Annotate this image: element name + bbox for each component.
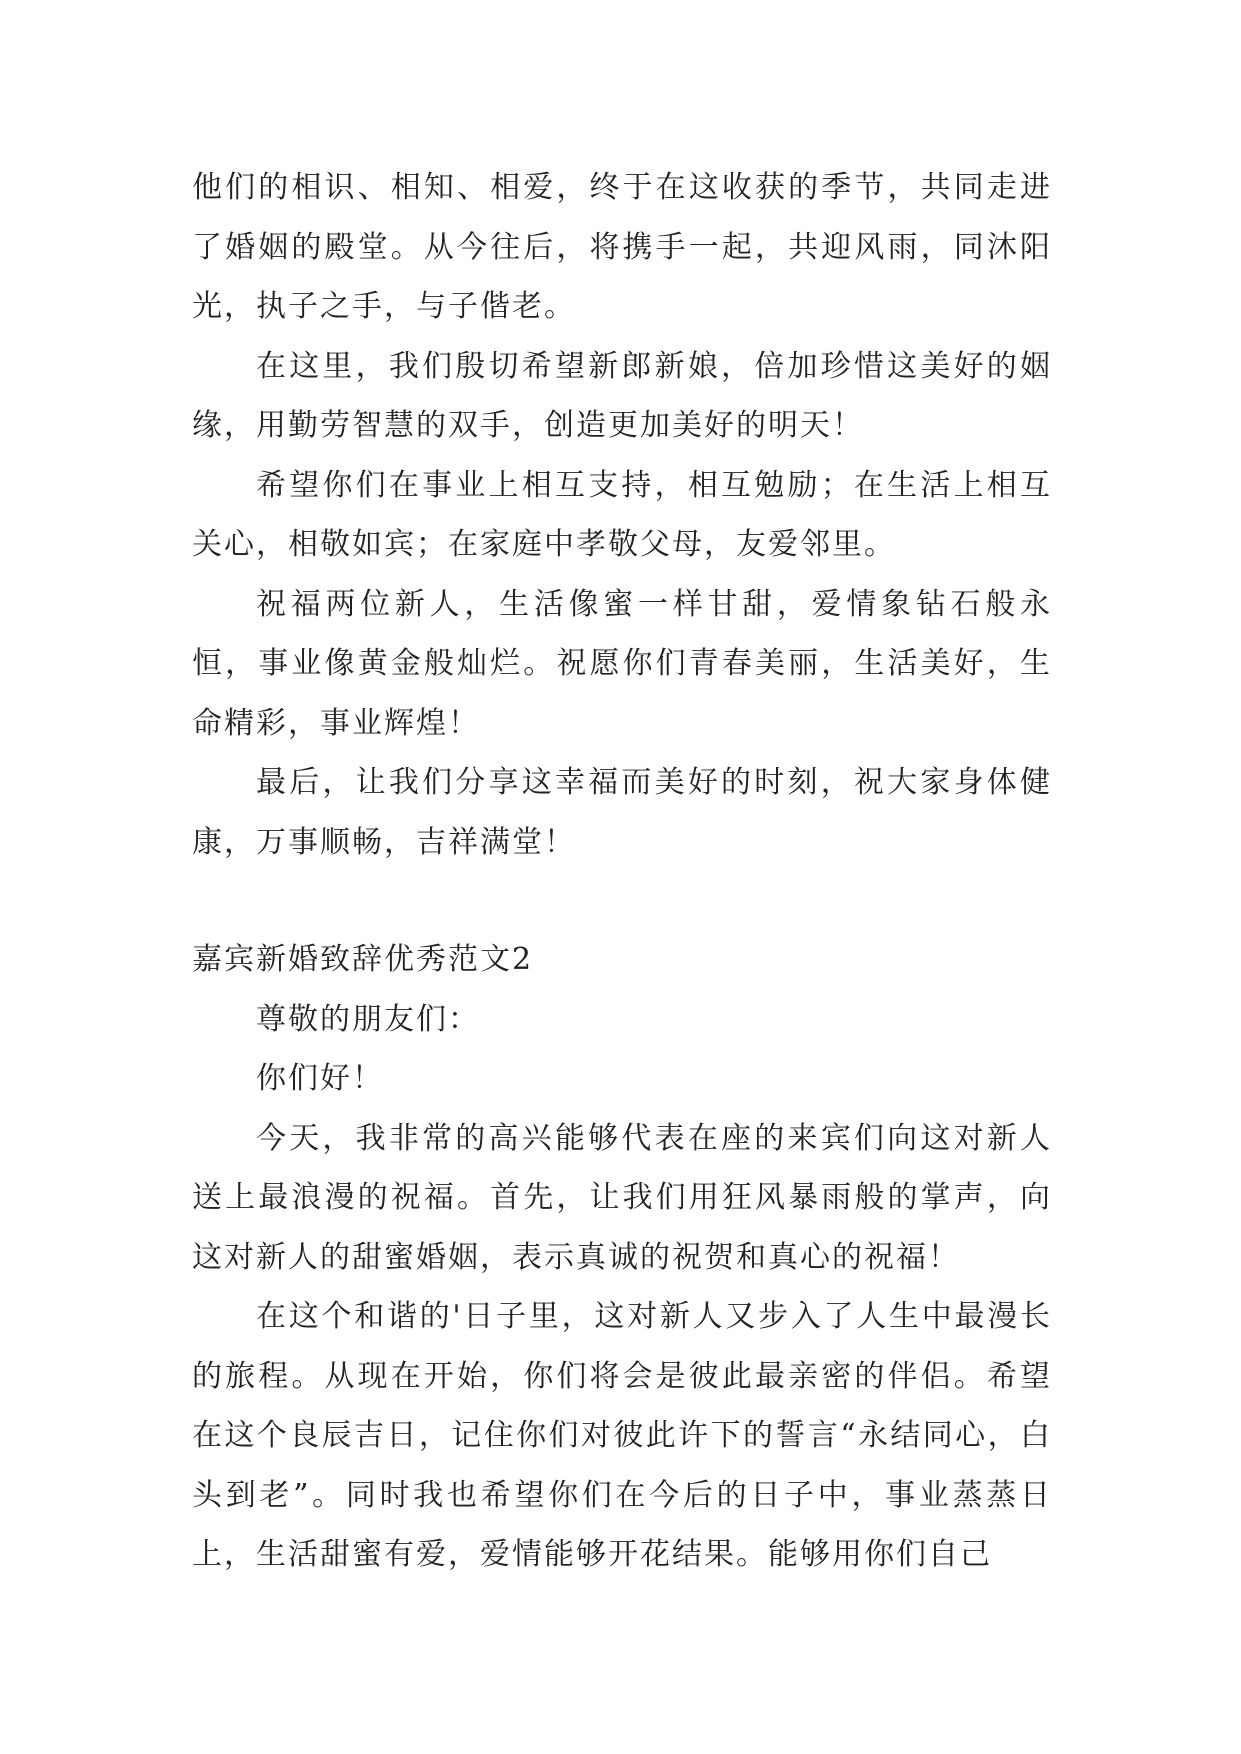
paragraph: 今天，我非常的高兴能够代表在座的来宾们向这对新人送上最浪漫的祝福。首先，让我们用狂风暴雨般的掌声，向这对新人的甜蜜婚姻，表示真诚的祝贺和真心的祝福！: [192, 1120, 1052, 1275]
paragraph: 在这个和谐的'日子里，这对新人又步入了人生中最漫长的旅程。从现在开始，你们将会是彼此最亲密的伴侣。希望在这个良辰吉日，记住你们对彼此许下的誓言“永结同心，白头到老”。同时我也希望你们在今后的日子中，事业蒸蒸日上，生活甜蜜有爱，爱情能够开花结果。能够用你们自己: [192, 1299, 1052, 1572]
document-body: [192, 158, 1052, 1585]
paragraph: 祝福两位新人，生活像蜜一样甘甜，爱情象钻石般永恒，事业像黄金般灿烂。祝愿你们青春美丽，生活美好，生命精彩，事业辉煌！: [192, 586, 1052, 741]
paragraph: 在这里，我们殷切希望新郎新娘，倍加珍惜这美好的姻缘，用勤劳智慧的双手，创造更加美好的明天！: [192, 348, 1052, 443]
paragraph: 希望你们在事业上相互支持，相互勉励；在生活上相互关心，相敬如宾；在家庭中孝敬父母，友爱邻里。: [192, 467, 1052, 562]
salutation: 尊敬的朋友们：: [256, 1001, 480, 1037]
section-title: 嘉宾新婚致辞优秀范文2: [192, 942, 534, 977]
paragraph: 最后，让我们分享这幸福而美好的时刻，祝大家身体健康，万事顺畅，吉祥满堂！: [192, 765, 1052, 860]
greeting: 你们好！: [256, 1061, 384, 1096]
paragraph-continuation: 他们的相识、相知、相爱，终于在这收获的季节，共同走进了婚姻的殿堂。从今往后，将携手一起，共迎风雨，同沐阳光，执子之手，与子偕老。: [192, 170, 1052, 324]
